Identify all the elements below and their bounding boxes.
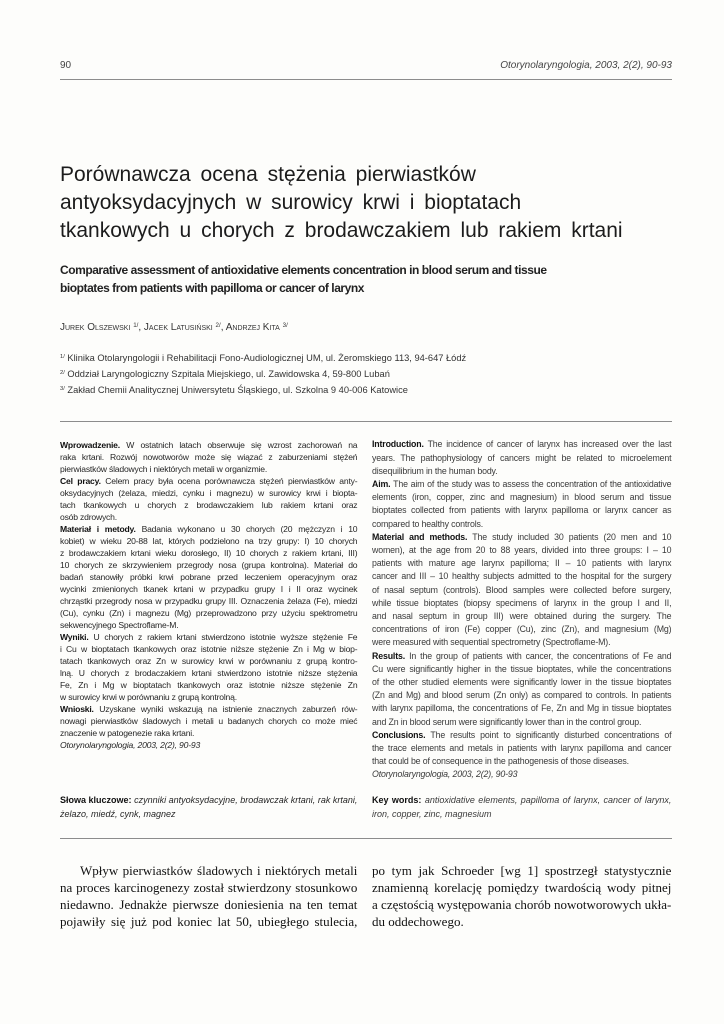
affiliation-text: Oddział Laryngologiczny Szpitala Miejskiego, ul. Zawidowska 4, 59-800 Lubań bbox=[67, 369, 390, 379]
abstract-english bbox=[372, 438, 672, 781]
title-line: tkankowych u chorych z brodawczakiem lub rakiem krtani bbox=[60, 219, 623, 242]
line-content: tatach tkankowych oraz Zn w surowicy krwi w porównaniu z grupą kontro- bbox=[60, 656, 358, 666]
abstract-line bbox=[372, 491, 672, 504]
line-content: tach tkankowych u chorych z brodawczakiem lub rakiem krtani oraz bbox=[60, 500, 358, 510]
line-text bbox=[372, 743, 671, 753]
abstract-line bbox=[372, 478, 672, 491]
line-content: kobiet) w wieku 20-88 lat, których podzielono na trzy grupy: I) 10 chorych bbox=[60, 536, 358, 546]
line-content: znaczenie w patogenezie raka krtani. bbox=[60, 728, 195, 738]
line-content: nowagi pierwiastków śladowych i metali u badanych chorych co może mieć bbox=[60, 716, 358, 726]
abstract-line bbox=[60, 451, 358, 463]
author-name: Jacek Latusiński bbox=[143, 322, 213, 333]
affiliation-mark: 3/ bbox=[282, 321, 288, 329]
line-text bbox=[60, 572, 357, 582]
line-text bbox=[372, 611, 671, 621]
line-text bbox=[372, 717, 641, 727]
line-content: that could be of consequence in the pathogenesis of those diseases. bbox=[372, 756, 629, 767]
abstract-line bbox=[372, 742, 672, 755]
line-text bbox=[60, 536, 357, 546]
abstract-line bbox=[372, 504, 672, 517]
abstract-polish bbox=[60, 439, 358, 751]
citation-line bbox=[372, 768, 672, 781]
abstract-line bbox=[60, 547, 358, 559]
abstract-line bbox=[60, 655, 358, 667]
abstract-line bbox=[372, 702, 672, 715]
line-text bbox=[60, 656, 357, 666]
abstract-line bbox=[60, 715, 358, 727]
line-content: Uzyskane wyniki wskazują na istnienie znacznych zaburzeń rów- bbox=[99, 704, 358, 714]
line-content: Celem pracy była ocena porównawcza stężeń pierwiastków anty- bbox=[105, 476, 358, 486]
line-text bbox=[60, 632, 357, 642]
abstract-line bbox=[372, 610, 672, 623]
section-label: Wyniki. bbox=[60, 632, 89, 642]
line-content: (Cu), cynku (Zn) i magnezu (Mg) przeprowadzono przy użyciu spektrometru bbox=[60, 608, 358, 618]
citation-line bbox=[60, 739, 358, 751]
line-text bbox=[60, 809, 176, 819]
line-content: (Zn and Mg) and blood serum (Zn only) as compared to controls. In patients bbox=[372, 690, 672, 701]
line-text bbox=[60, 440, 357, 450]
line-text bbox=[60, 488, 357, 498]
abstract-line bbox=[372, 623, 672, 636]
line-content: were measured with sequential spectrometry (Spectroflame-M). bbox=[372, 637, 611, 648]
line-content: pierwiastków śladowych i niektórych metali w organizmie. bbox=[60, 464, 268, 474]
abstract-line bbox=[60, 511, 358, 523]
abstract-line bbox=[60, 439, 358, 451]
body-line bbox=[60, 879, 358, 896]
line-text bbox=[372, 466, 497, 476]
line-content: elements (iron, copper, zinc and magnesium) in blood serum and tissue bbox=[372, 492, 672, 503]
subtitle-line: Comparative assessment of antioxidative elements concentration in blood serum and tissue bbox=[60, 263, 547, 277]
page-number: 90 bbox=[60, 60, 72, 71]
line-text bbox=[60, 476, 357, 486]
author-name: Jurek Olszewski bbox=[60, 322, 131, 333]
section-label: Aim. bbox=[372, 479, 391, 489]
abstract-line bbox=[60, 595, 358, 607]
section-label: Introduction. bbox=[372, 439, 424, 450]
line-content: chrząstki przegrody nosa w przypadku grupy III. Oznaczenia żelaza (Fe), miedzi bbox=[60, 596, 358, 606]
line-text bbox=[372, 571, 671, 581]
affiliation-line bbox=[60, 382, 466, 398]
abstract-line bbox=[372, 544, 672, 557]
keywords-label: Key words: bbox=[372, 795, 422, 805]
abstract-line bbox=[372, 729, 672, 742]
title-line: antyoksydacyjnych w surowicy krwi i bioptatach bbox=[60, 191, 522, 214]
line-content: The incidence of cancer of larynx has increased over the last bbox=[427, 439, 672, 450]
line-text: du oddechowego. bbox=[372, 913, 464, 929]
line-text bbox=[60, 500, 357, 510]
line-content: cancer and III – 10 healthy subjects admitted to the hospital for the surgery bbox=[372, 571, 672, 582]
line-content: and nasal septum in group III) were obtained during the surgery. The bbox=[372, 611, 672, 622]
abstract-line bbox=[372, 650, 672, 663]
abstract-line bbox=[60, 607, 358, 619]
line-content: concentrations of iron (Fe) copper (Cu), zinc (Zn), and magnesium (Mg) bbox=[372, 624, 672, 635]
line-content: compared to healthy controls. bbox=[372, 518, 484, 529]
line-content: i Cu w bioptatach tkankowych oraz istotnie niższe stężenie Zn i Mg w biop- bbox=[60, 644, 358, 654]
line-text: niedawno. Jednakże pierwsze doniesienia na ten temat bbox=[60, 896, 358, 912]
abstract-line bbox=[60, 523, 358, 535]
line-content: osób zdrowych. bbox=[60, 512, 117, 522]
affiliation-text: Zakład Chemii Analitycznej Uniwersytetu Śląskiego, ul. Szkolna 9 40-006 Katowice bbox=[67, 385, 408, 395]
line-text bbox=[372, 730, 671, 740]
citation-text: Otorynolaryngologia, 2003, 2(2), 90-93 bbox=[372, 769, 518, 780]
section-label: Wprowadzenie. bbox=[60, 440, 120, 450]
line-content: the trace elements and metals in patients with larynx papilloma and cancer bbox=[372, 743, 672, 754]
line-text: znamienną korelację pomiędzy twardością wody pitnej bbox=[372, 879, 672, 895]
abstract-line bbox=[372, 689, 672, 702]
abstract-line bbox=[372, 597, 672, 610]
line-text bbox=[60, 452, 357, 462]
abstract-line bbox=[60, 727, 358, 739]
abstract-line bbox=[60, 583, 358, 595]
keywords-content: antioxidative elements, papilloma of larynx, cancer of larynx, bbox=[424, 795, 672, 805]
line-text: na proces karcinogenezy został stwierdzony stosunkowo bbox=[60, 879, 358, 895]
line-content: Cu were significantly higher in the tissue bioptates, while the concentrations bbox=[372, 663, 672, 674]
line-text bbox=[60, 668, 357, 678]
line-content: The study included 30 patients (20 men and 10 bbox=[472, 531, 672, 542]
line-text bbox=[372, 439, 671, 449]
line-text bbox=[60, 692, 237, 702]
section-label: Conclusions. bbox=[372, 729, 426, 740]
keywords-line bbox=[372, 793, 672, 807]
line-text bbox=[372, 637, 610, 647]
line-text bbox=[60, 524, 357, 534]
subtitle-line: bioptates from patients with papilloma or cancer of larynx bbox=[60, 281, 364, 295]
affiliation-text: Klinika Otolaryngologii i Rehabilitacji Fono-Audiologicznej UM, ul. Żeromskiego 113, 94-647 Łódź bbox=[67, 353, 467, 363]
line-content: with larynx papilloma, the concentrations of Fe, Zn and Mg in tissue bioptates bbox=[372, 703, 672, 714]
line-content: bioptates collected from patients with larynx papilloma or larynx cancer as bbox=[372, 505, 672, 516]
abstract-line bbox=[372, 557, 672, 570]
keywords-line bbox=[60, 807, 358, 821]
line-text bbox=[60, 728, 194, 738]
line-content: raka krtani. Rozwój nowotworów może się wiązać z zaburzeniami stężeń bbox=[60, 452, 358, 462]
line-content: and Zn in blood serum were significantly lower than in the control group. bbox=[372, 716, 642, 727]
line-content: lną. U chorych z brodaczakiem krtani stwierdzono istotnie niższe stężenia bbox=[60, 668, 358, 678]
line-text bbox=[372, 519, 483, 529]
body-line bbox=[372, 913, 672, 930]
section-label: Cel pracy. bbox=[60, 476, 101, 486]
line-text bbox=[60, 548, 357, 558]
line-text bbox=[372, 532, 671, 542]
line-text bbox=[372, 585, 671, 595]
line-text bbox=[372, 795, 671, 805]
header-rule bbox=[60, 79, 672, 80]
abstract-line bbox=[372, 676, 672, 689]
affiliation-mark: 2/ bbox=[60, 370, 65, 377]
line-content: In the group of patients with cancer, the concentrations of Fe and bbox=[409, 650, 672, 661]
line-text bbox=[372, 453, 671, 463]
line-text bbox=[60, 716, 357, 726]
line-content: sekwencyjnego Spectroflame-M. bbox=[60, 620, 179, 630]
section-label: Wnioski. bbox=[60, 704, 94, 714]
abstract-line bbox=[60, 499, 358, 511]
line-content: wycinki zmienionych tkanek krtani w przypadku grupy I i II oraz wycinek bbox=[60, 584, 358, 594]
line-content: Badania wykonano u 30 chorych (20 mężczyzn i 10 bbox=[141, 524, 358, 534]
line-text bbox=[372, 598, 671, 608]
keywords-content: żelazo, miedź, cynk, magnez bbox=[60, 809, 176, 819]
section-label: Materiał i metody. bbox=[60, 524, 136, 534]
line-content: z brodawczakiem krtani wieku dorosłego, II) 10 chorych z rakiem krtani, III) bbox=[60, 548, 358, 558]
line-text bbox=[60, 512, 117, 522]
line-content: of nasal septum (controls). Blood samples were collected before surgery, bbox=[372, 584, 672, 595]
abstract-line bbox=[372, 716, 672, 729]
line-text bbox=[60, 560, 357, 570]
body-line bbox=[60, 896, 358, 913]
affiliation-mark: 2/ bbox=[215, 321, 221, 329]
body-line bbox=[372, 879, 672, 896]
abstract-line bbox=[60, 643, 358, 655]
line-text bbox=[60, 620, 178, 630]
line-text bbox=[372, 664, 671, 674]
line-text bbox=[372, 558, 671, 568]
author-separator: , bbox=[138, 322, 142, 333]
abstract-line bbox=[372, 531, 672, 544]
affiliation-mark: 3/ bbox=[60, 386, 65, 393]
line-content: while tissue bioptates (biopsy specimens of larynx in the group I and II, bbox=[372, 597, 672, 608]
abstract-line bbox=[60, 703, 358, 715]
journal-reference: Otorynolaryngologia, 2003, 2(2), 90-93 bbox=[500, 60, 672, 71]
abstract-line bbox=[372, 663, 672, 676]
abstract-line bbox=[60, 535, 358, 547]
abstract-line bbox=[60, 463, 358, 475]
line-content: U chorych z rakiem krtani stwierdzono istotnie wyższe stężenie Fe bbox=[93, 632, 358, 642]
abstract-line bbox=[60, 475, 358, 487]
line-content: w surowicy krwi w porównaniu z grupą kontrolną. bbox=[60, 692, 237, 702]
abstract-line bbox=[372, 755, 672, 768]
author-name: Andrzej Kita bbox=[225, 322, 280, 333]
line-text: po tym jak Schroeder [wg 1] spostrzegł statystycznie bbox=[372, 862, 672, 878]
line-text bbox=[60, 644, 357, 654]
body-line bbox=[372, 862, 672, 879]
body-column-right bbox=[372, 862, 672, 930]
article-title-english bbox=[60, 261, 547, 297]
line-text bbox=[372, 492, 671, 502]
abstract-line bbox=[60, 691, 358, 703]
abstract-line bbox=[60, 559, 358, 571]
line-text: Wpływ pierwiastków śladowych i niektórych metali bbox=[80, 862, 358, 878]
line-content: The results point to significantly disturbed concentrations of bbox=[430, 729, 672, 740]
line-text bbox=[60, 608, 357, 618]
line-content: disequilibrium in the human body. bbox=[372, 465, 498, 476]
author-list bbox=[60, 321, 288, 335]
abstract-line bbox=[372, 636, 672, 649]
line-text: a częstością występowania chorób nowotworowych ukła- bbox=[372, 896, 672, 912]
title-line: Porównawcza ocena stężenia pierwiastków bbox=[60, 163, 476, 186]
line-content: patients with mature age larynx papilloma; II – 10 patients with larynx bbox=[372, 558, 672, 569]
abstract-line bbox=[60, 571, 358, 583]
abstract-line bbox=[372, 518, 672, 531]
citation-text: Otorynolaryngologia, 2003, 2(2), 90-93 bbox=[60, 740, 201, 750]
abstract-line bbox=[60, 487, 358, 499]
line-text bbox=[372, 690, 671, 700]
keywords-english bbox=[372, 793, 672, 821]
line-text bbox=[372, 479, 671, 489]
section-label: Material and methods. bbox=[372, 531, 468, 542]
line-content: women), at the age from 20 to 88 years, divided into three groups: I – 10 bbox=[372, 545, 672, 556]
body-line bbox=[60, 862, 358, 879]
body-line bbox=[60, 913, 358, 930]
body-line bbox=[372, 896, 672, 913]
article-title-polish bbox=[60, 161, 623, 245]
body-top-rule bbox=[60, 838, 672, 839]
keywords-content: iron, copper, zinc, magnesium bbox=[372, 809, 492, 819]
line-content: W ostatnich latach obserwuje się wzrost zachorowań na bbox=[126, 440, 358, 450]
keywords-polish bbox=[60, 793, 358, 821]
keywords-line bbox=[60, 793, 358, 807]
affiliation-line bbox=[60, 350, 466, 366]
line-content: badań stanowiły próbki krwi pobrane przed leczeniem operacyjnym oraz bbox=[60, 572, 358, 582]
abstract-top-rule bbox=[60, 421, 672, 422]
affiliations bbox=[60, 350, 466, 398]
abstract-line bbox=[60, 619, 358, 631]
body-column-left bbox=[60, 862, 358, 930]
line-text bbox=[60, 704, 357, 714]
line-text bbox=[372, 756, 629, 766]
affiliation-mark: 1/ bbox=[60, 354, 65, 361]
abstract-line bbox=[372, 584, 672, 597]
line-text bbox=[372, 651, 671, 661]
line-text bbox=[372, 809, 492, 819]
abstract-line bbox=[60, 679, 358, 691]
line-text bbox=[372, 703, 671, 713]
line-content: of the other studied elements were significantly lower in the tissue bioptates bbox=[372, 677, 672, 688]
line-text bbox=[60, 680, 357, 690]
line-content: oksydacyjnych (żelaza, miedzi, cynku i magnezu) w surowicy krwi i biopta- bbox=[60, 488, 358, 498]
line-content: Fe, Zn i Mg w bioptatach tkankowych oraz istotnie niższe stężenie Zn bbox=[60, 680, 358, 690]
line-text bbox=[60, 584, 357, 594]
affiliation-line bbox=[60, 366, 466, 382]
keywords-label: Słowa kluczowe: bbox=[60, 795, 132, 805]
line-content: years. The pathophysiology of cancers might be related to microelement bbox=[372, 452, 672, 463]
line-text bbox=[372, 677, 671, 687]
keywords-content: czynniki antyoksydacyjne, brodawczak krtani, rak krtani, bbox=[134, 795, 358, 805]
line-text bbox=[60, 596, 357, 606]
line-text bbox=[60, 795, 357, 805]
abstract-line bbox=[372, 452, 672, 465]
line-text bbox=[60, 464, 267, 474]
author-separator: , bbox=[220, 322, 224, 333]
line-content: 10 chorych ze skrzywieniem przegrody nosa (grupa kontrolna). Materiał do bbox=[60, 560, 358, 570]
line-text bbox=[372, 505, 671, 515]
section-label: Results. bbox=[372, 650, 406, 661]
abstract-line bbox=[372, 438, 672, 451]
abstract-line bbox=[60, 631, 358, 643]
abstract-line bbox=[60, 667, 358, 679]
abstract-line bbox=[372, 465, 672, 478]
keywords-line bbox=[372, 807, 672, 821]
line-text bbox=[372, 624, 671, 634]
line-text: pojawiły się już pod koniec lat 50, ubiegłego stulecia, bbox=[60, 913, 358, 929]
affiliation-mark: 1/ bbox=[133, 321, 139, 329]
line-text bbox=[372, 545, 671, 555]
abstract-line bbox=[372, 570, 672, 583]
line-content: The aim of the study was to assess the concentration of the antioxidative bbox=[393, 479, 672, 489]
